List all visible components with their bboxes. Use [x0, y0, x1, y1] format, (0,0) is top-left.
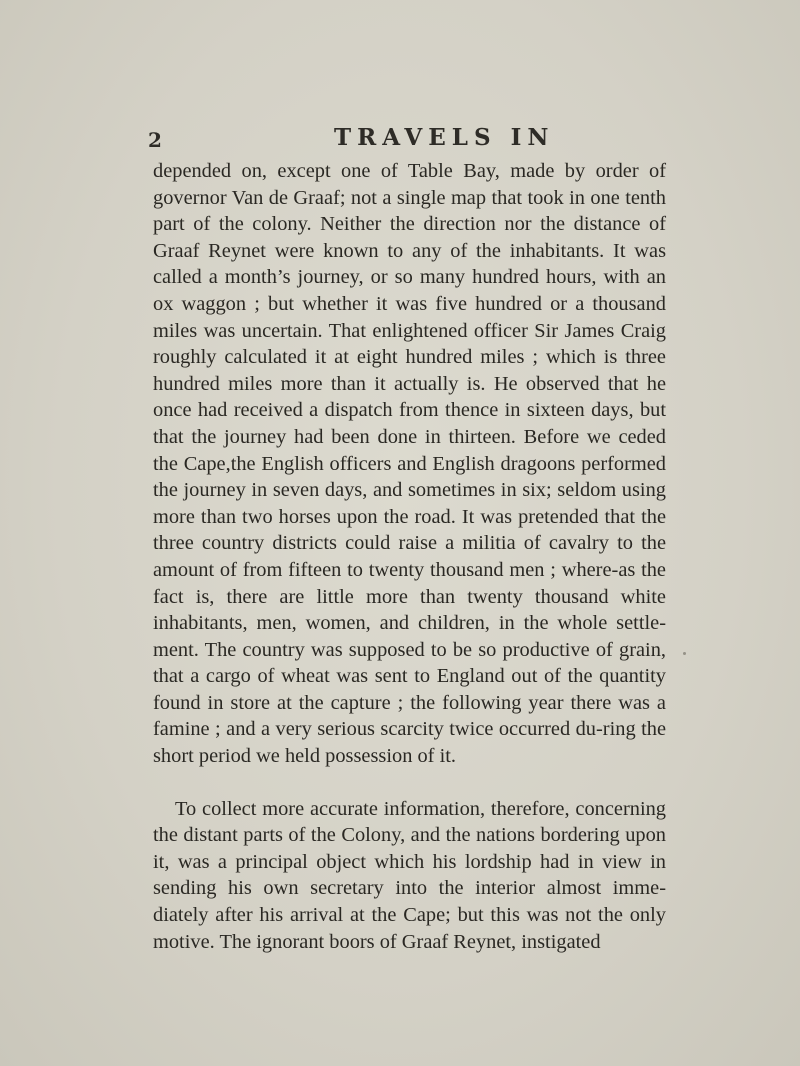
page-number: 2: [148, 128, 162, 152]
paper-speck: [683, 652, 686, 655]
paragraph-2: To collect more accurate information, therefore, concerning the distant parts of the Colony, and the nations bordering upon it, was a principal object which his lordship had in view in sending his own secretary into the interior almost imme-diately after his arrival at the Cape; but this was not the only motive. The ignorant boors of Graaf Reynet, instigated: [153, 797, 666, 953]
body-text: [153, 158, 666, 955]
running-head: TRAVELS IN: [334, 124, 555, 151]
paragraph-1: depended on, except one of Table Bay, made by order of governor Van de Graaf; not a single map that took in one tenth part of the colony. Neither the direction nor the distance of Graaf Reynet were known to any of the inhabitants. It was called a month’s journey, or so many hundred hours, with an ox waggon ; but whether it was five hundred or a thousand miles was uncertain. That enlightened officer Sir James Craig roughly calculated it at eight hundred miles ; which is three hundred miles more than it actually is. He observed that he once had received a dispatch from thence in sixteen days, but that the journey had been done in thirteen. Before we ceded the Cape,the English officers and English dragoons performed the journey in seven days, and sometimes in six; seldom using more than two horses upon the road. It was pretended that the three country districts could raise a militia of cavalry to the amount of from fifteen to twenty thousand men ; where-as the fact is, there are little more than twenty thousand white inhabitants, men, women, and children, in the whole settle-ment. The country was supposed to be so productive of grain, that a cargo of wheat was sent to England out of the quantity found in store at the capture ; the following year there was a famine ; and a very serious scarcity twice occurred du-ring the short period we held possession of it.: [153, 160, 666, 768]
page-header: [0, 124, 800, 158]
